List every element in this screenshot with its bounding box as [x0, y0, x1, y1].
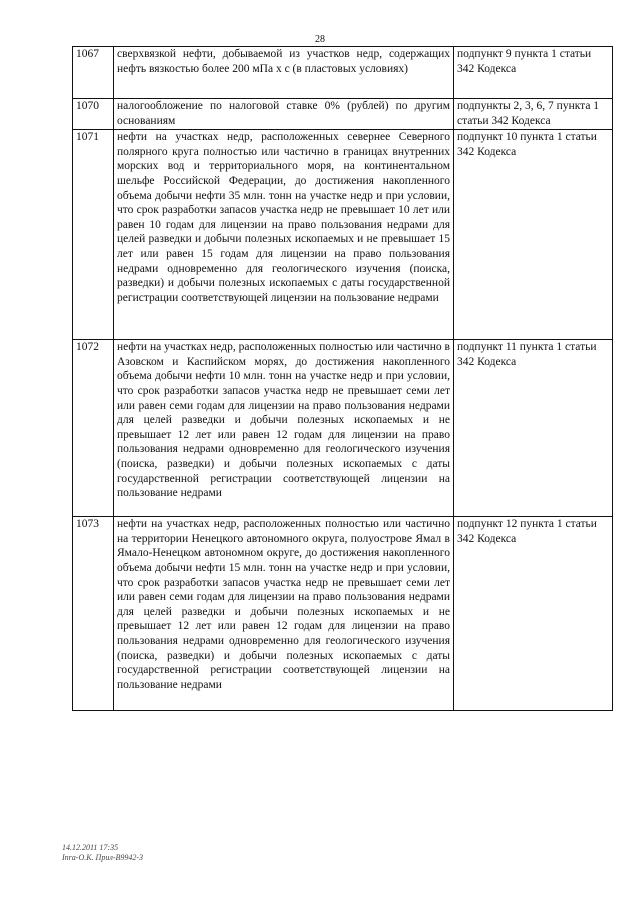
tax-code-table	[72, 46, 613, 711]
reference-cell: подпункт 11 пункта 1 статьи 342 Кодекса	[454, 340, 613, 517]
reference-cell: подпункты 2, 3, 6, 7 пункта 1 статьи 342 Кодекса	[454, 99, 613, 130]
footer-file-reference: Inra-O.K. Прил-В9942-3	[62, 853, 144, 862]
description-cell: сверхвязкой нефти, добываемой из участков недр, содержащих нефть вязкостью более 200 мПа х с (в пластовых условиях)	[114, 47, 454, 99]
description-cell: нефти на участках недр, расположенных полностью или частично в Азовском и Каспийском морях, до достижения накопленного объема добычи нефти 10 млн. тонн на участке недр и при условии, что срок разработки запасов участка недр не превышает семи лет или равен семи годам для лицензии на право пользования недрами для целей разведки и добычи полезных ископаемых и не превышает 12 лет или равен 12 годам для лицензии на право пользования недрами одновременно для геологического изучения (поиска, разведки) и добычи полезных ископаемых с даты государственной регистрации соответствующей лицензии на пользование недрами	[114, 340, 454, 517]
reference-cell: подпункт 9 пункта 1 статьи 342 Кодекса	[454, 47, 613, 99]
code-cell: 1067	[73, 47, 114, 99]
footer-timestamp: 14.12.2011 17:35	[62, 843, 119, 852]
description-cell: нефти на участках недр, расположенных полностью или частично на территории Ненецкого автономного округа, полуострове Ямал в Ямало-Ненецком автономном округе, до достижения накопленного объема добычи нефти 15 млн. тонн на участке недр и при условии, что срок разработки запасов участка недр не превышает семи лет или равен семи годам для лицензии на право пользования недрами для целей разведки и добычи полезных ископаемых и не превышает 12 лет или равен 12 годам для лицензии на право пользования недрами одновременно для геологического изучения (поиска, разведки) и добычи полезных ископаемых с даты государственной регистрации соответствующей лицензии на пользование недрами	[114, 517, 454, 711]
code-cell: 1073	[73, 517, 114, 711]
code-cell: 1071	[73, 130, 114, 340]
code-cell: 1072	[73, 340, 114, 517]
code-cell: 1070	[73, 99, 114, 130]
page-number: 28	[315, 34, 325, 45]
table-row	[73, 340, 613, 517]
document-footer	[62, 843, 143, 863]
table-row	[73, 517, 613, 711]
table-row	[73, 99, 613, 130]
table-row	[73, 130, 613, 340]
reference-cell: подпункт 10 пункта 1 статьи 342 Кодекса	[454, 130, 613, 340]
table-row	[73, 47, 613, 99]
description-cell: налогообложение по налоговой ставке 0% (рублей) по другим основаниям	[114, 99, 454, 130]
reference-cell: подпункт 12 пункта 1 статьи 342 Кодекса	[454, 517, 613, 711]
description-cell: нефти на участках недр, расположенных севернее Северного полярного круга полностью или частично в границах внутренних морских вод и территориального моря, на континентальном шельфе Российской Федерации, до достижения накопленного объема добычи нефти 35 млн. тонн на участке недр и при условии, что срок разработки запасов участка недр не превышает 10 лет или равен 10 годам для лицензии на право пользования недрами для целей разведки и добычи полезных ископаемых и не превышает 15 лет или равен 15 годам для лицензии на право пользования недрами одновременно для геологического изучения (поиска, разведки) и добычи полезных ископаемых с даты государственной регистрации соответствующей лицензии на пользование недрами	[114, 130, 454, 340]
